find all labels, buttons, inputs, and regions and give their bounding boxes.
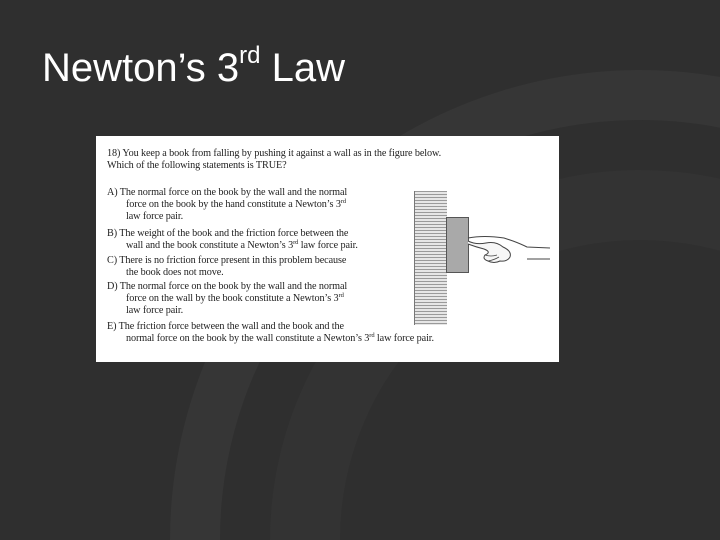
option-b-line-1: B) The weight of the book and the friction force between the xyxy=(107,228,349,239)
slide-title-superscript: rd xyxy=(239,42,261,69)
option-b-line-2: wall and the book constitute a Newton’s 3rd law force pair. xyxy=(126,239,358,251)
option-d-line-3: law force pair. xyxy=(126,305,184,316)
question-stem-line-2: Which of the following statements is TRUE? xyxy=(107,160,287,171)
option-a-line-2: force on the book by the hand constitute a Newton’s 3rd xyxy=(126,198,347,210)
hand-icon xyxy=(466,226,556,276)
option-c-line-1: C) There is no friction force present in this problem because xyxy=(107,255,347,266)
option-d-line-2: force on the wall by the book constitute a Newton’s 3rd xyxy=(126,292,344,304)
slide-title-text: Newton’s 3 xyxy=(42,46,240,90)
question-stem-line-1: 18) You keep a book from falling by pushing it against a wall as in the figure below. xyxy=(107,148,442,159)
slide-title-text-end: Law xyxy=(260,46,345,90)
option-a-line-3: law force pair. xyxy=(126,211,184,222)
slide-title xyxy=(42,44,345,92)
option-c-line-2: the book does not move. xyxy=(126,267,224,278)
wall-illustration xyxy=(414,191,447,325)
option-a-line-1: A) The normal force on the book by the wall and the normal xyxy=(107,187,348,198)
option-e-line-1: E) The friction force between the wall and the book and the xyxy=(107,321,344,332)
question-image xyxy=(96,136,559,362)
option-e-line-2: normal force on the book by the wall constitute a Newton’s 3rd law force pair. xyxy=(126,332,434,344)
option-d-line-1: D) The normal force on the book by the wall and the normal xyxy=(107,281,348,292)
